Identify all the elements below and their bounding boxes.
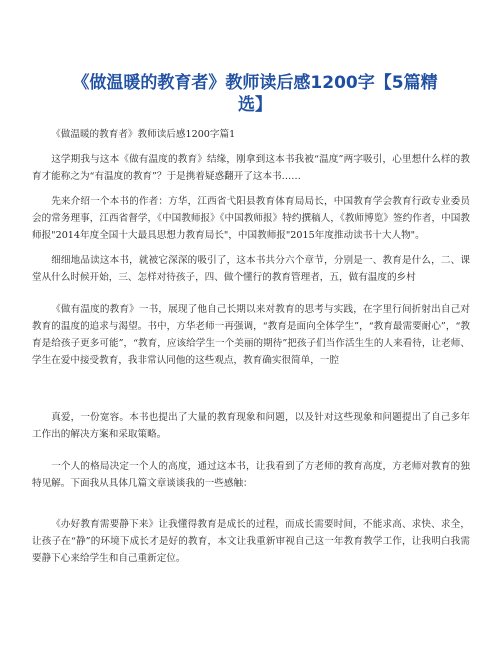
section-heading: 《做温暖的教育者》教师读后感1200字篇1	[51, 129, 236, 140]
paragraph-love-tolerance: 真爱，一份宽容。本书也提出了大量的教育现象和问题，以及针对这些现象和问题提出了自己多年工作出的解决方案和采取策略。	[32, 412, 470, 440]
paragraph-vision: 一个人的格局决定一个人的高度，通过这本书，让我看到了方老师的教育高度，方老师对教育的独特见解。下面我从具体几篇文章谈谈我的一些感触：	[32, 461, 470, 489]
paragraph-book-views: 《做有温度的教育》一书，展现了他自己长期以来对教育的思考与实践，在字里行间折射出自己对教育的温度的追求与渴望。书中，方华老师一再强调，“教育是面向全体学生”，“教育最需要耐心”，“教育是给孩子更多可能”，“教育，应该给学生一个美丽的期待”把孩子们当作活生生的人来看待，让老师、学生在爱中接受教育，我非常认同他的这些观点，教育确实很简单，一腔	[32, 304, 470, 366]
paragraph-quiet-education: 《办好教育需要静下来》让我懂得教育是成长的过程，而成长需要时间，不能求高、求快、求全，让孩子在“静”的环境下成长才是好的教育，本文让我重新审视自己这一年教育教学工作，让我明白我需要静下心来给学生和自己重新定位。	[32, 519, 470, 564]
paragraph-chapters: 细细地品读这本书，就被它深深的吸引了，这本书共分六个章节，分别是一、教育是什么，二、课堂从什么时候开始，三、怎样对待孩子，四、做个懂行的教育管理者，五，做有温度的乡村	[32, 255, 470, 283]
paragraph-intro: 这学期我与这本《做有温度的教育》结缘，刚拿到这本书我被“温度”两字吸引，心里想什么样的教育才能称之为“有温度的教育”？于是携着疑惑翻开了这本书……	[32, 154, 470, 182]
paragraph-author: 先来介绍一个本书的作者：方华，江西省弋阳县教育体育局局长，中国教育学会教育行政专业委员会的常务理事，江西省督学，《中国教师报》《中国教师报》特约撰稿人，《教师博览》签约作者，中国教师报"2014年度全国十大最具思想力教育局长"，中国教师报"2015年度推动读书十大人物"。	[32, 196, 470, 241]
document-title: 《做温暖的教育者》教师读后感1200字【5篇精选】	[72, 73, 438, 115]
